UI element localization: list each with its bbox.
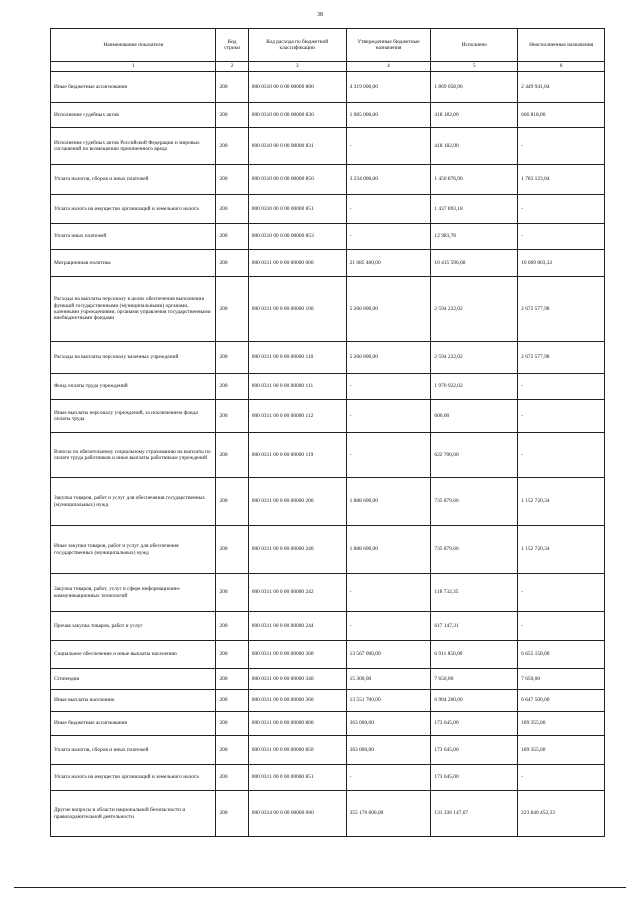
row-name: Расходы на выплаты персоналу в целях обеспечения выполнения функций государственными (муниципальными) органами, казенными учреждениями, органами управления государственными внебюджетными фондами bbox=[51, 277, 216, 342]
table-row bbox=[51, 195, 605, 224]
table-row bbox=[51, 433, 605, 478]
bottom-rule bbox=[14, 887, 626, 888]
row-line-code: 200 bbox=[216, 250, 248, 277]
row-unexecuted: - bbox=[518, 195, 605, 224]
row-unexecuted: - bbox=[518, 574, 605, 612]
table-row bbox=[51, 128, 605, 165]
row-name: Другие вопросы в области национальной безопасности и правоохранительной деятельности bbox=[51, 791, 216, 837]
row-unexecuted: 2 672 577,98 bbox=[518, 277, 605, 342]
row-name: Прочая закупка товаров, работ и услуг bbox=[51, 612, 216, 641]
row-approved: - bbox=[346, 612, 431, 641]
row-unexecuted: - bbox=[518, 374, 605, 400]
row-approved: 13 567 000,00 bbox=[346, 641, 431, 669]
row-approved: - bbox=[346, 400, 431, 433]
row-executed: 418 182,00 bbox=[431, 128, 518, 165]
row-unexecuted: 2 449 941,04 bbox=[518, 72, 605, 103]
table-row bbox=[51, 690, 605, 712]
table-body bbox=[51, 72, 605, 837]
row-approved: 21 085 400,00 bbox=[346, 250, 431, 277]
row-expense-code: 000 0311 00 0 00 00000 200 bbox=[248, 478, 346, 526]
budget-execution-table bbox=[50, 28, 605, 837]
column-number: 5 bbox=[431, 62, 518, 72]
row-expense-code: 000 0310 00 0 00 00000 853 bbox=[248, 224, 346, 250]
row-expense-code: 000 0310 00 0 00 00000 830 bbox=[248, 103, 346, 128]
row-unexecuted: 2 672 577,98 bbox=[518, 342, 605, 374]
row-executed: 418 182,00 bbox=[431, 103, 518, 128]
row-name: Закупка товаров, работ, услуг в сфере информационно-коммуникационных технологий bbox=[51, 574, 216, 612]
row-unexecuted: 1 152 720,34 bbox=[518, 478, 605, 526]
row-line-code: 200 bbox=[216, 374, 248, 400]
row-approved: - bbox=[346, 765, 431, 791]
row-name: Стипендии bbox=[51, 669, 216, 690]
row-name: Взносы по обязательному социальному страхованию на выплаты по оплате труда работников и иные выплаты работникам учреждений bbox=[51, 433, 216, 478]
row-line-code: 200 bbox=[216, 690, 248, 712]
row-line-code: 200 bbox=[216, 641, 248, 669]
row-line-code: 200 bbox=[216, 478, 248, 526]
row-name: Социальное обеспечение и иные выплаты населению bbox=[51, 641, 216, 669]
header-unexecuted: Неисполненные назначения bbox=[518, 29, 605, 62]
header-expense-code: Код расхода по бюджетной классификации bbox=[248, 29, 346, 62]
row-line-code: 200 bbox=[216, 526, 248, 574]
row-line-code: 200 bbox=[216, 433, 248, 478]
row-expense-code: 000 0311 00 0 00 00000 110 bbox=[248, 342, 346, 374]
row-executed: 131 336 147,67 bbox=[431, 791, 518, 837]
row-executed: 622 700,00 bbox=[431, 433, 518, 478]
row-line-code: 200 bbox=[216, 195, 248, 224]
header-executed: Исполнено bbox=[431, 29, 518, 62]
row-approved: 5 266 800,00 bbox=[346, 277, 431, 342]
row-executed: 10 415 596,68 bbox=[431, 250, 518, 277]
table-row bbox=[51, 400, 605, 433]
row-approved: 1 085 000,00 bbox=[346, 103, 431, 128]
row-expense-code: 000 0311 00 0 00 00000 119 bbox=[248, 433, 346, 478]
row-unexecuted: 7 650,00 bbox=[518, 669, 605, 690]
row-unexecuted: 666 818,00 bbox=[518, 103, 605, 128]
row-approved: - bbox=[346, 195, 431, 224]
row-line-code: 200 bbox=[216, 342, 248, 374]
table-row bbox=[51, 478, 605, 526]
row-line-code: 200 bbox=[216, 612, 248, 641]
row-approved: 5 266 800,00 bbox=[346, 342, 431, 374]
row-executed: 6 911 850,00 bbox=[431, 641, 518, 669]
table-row bbox=[51, 72, 605, 103]
row-expense-code: 000 0311 00 0 00 00000 244 bbox=[248, 612, 346, 641]
row-executed: 1 970 922,02 bbox=[431, 374, 518, 400]
row-unexecuted: - bbox=[518, 765, 605, 791]
table-row bbox=[51, 641, 605, 669]
row-expense-code: 000 0311 00 0 00 00000 800 bbox=[248, 712, 346, 736]
row-line-code: 200 bbox=[216, 736, 248, 765]
row-line-code: 200 bbox=[216, 574, 248, 612]
column-number-row bbox=[51, 62, 605, 72]
row-expense-code: 000 0311 00 0 00 00000 240 bbox=[248, 526, 346, 574]
row-unexecuted: 1 152 720,34 bbox=[518, 526, 605, 574]
row-executed: 173 645,00 bbox=[431, 712, 518, 736]
row-name: Расходы на выплаты персоналу казенных учреждений bbox=[51, 342, 216, 374]
row-unexecuted: - bbox=[518, 224, 605, 250]
row-executed: 600,00 bbox=[431, 400, 518, 433]
table-row bbox=[51, 791, 605, 837]
row-name: Иные выплаты персоналу учреждений, за исключением фонда оплаты труда bbox=[51, 400, 216, 433]
row-name: Уплата налога на имущество организаций и земельного налога bbox=[51, 765, 216, 791]
row-expense-code: 000 0311 00 0 00 00000 111 bbox=[248, 374, 346, 400]
table-row bbox=[51, 342, 605, 374]
row-expense-code: 000 0311 00 0 00 00000 360 bbox=[248, 690, 346, 712]
row-line-code: 200 bbox=[216, 791, 248, 837]
row-line-code: 200 bbox=[216, 165, 248, 195]
column-number: 2 bbox=[216, 62, 248, 72]
table-row bbox=[51, 765, 605, 791]
row-executed: 735 879,66 bbox=[431, 478, 518, 526]
row-executed: 2 594 222,02 bbox=[431, 342, 518, 374]
table-row bbox=[51, 250, 605, 277]
row-line-code: 200 bbox=[216, 128, 248, 165]
row-line-code: 200 bbox=[216, 765, 248, 791]
row-name: Иные бюджетные ассигнования bbox=[51, 712, 216, 736]
row-expense-code: 000 0311 00 0 00 00000 851 bbox=[248, 765, 346, 791]
row-expense-code: 000 0310 00 0 00 00000 831 bbox=[248, 128, 346, 165]
row-executed: 1 450 876,96 bbox=[431, 165, 518, 195]
row-name: Уплата налога на имущество организаций и земельного налога bbox=[51, 195, 216, 224]
column-number: 6 bbox=[518, 62, 605, 72]
row-executed: 6 904 200,00 bbox=[431, 690, 518, 712]
row-name: Иные закупки товаров, работ и услуг для обеспечения государственных (муниципальных) нужд bbox=[51, 526, 216, 574]
table-row bbox=[51, 103, 605, 128]
header-line-code: Код строки bbox=[216, 29, 248, 62]
row-expense-code: 000 0311 00 0 00 00000 100 bbox=[248, 277, 346, 342]
table-header-row bbox=[51, 29, 605, 62]
row-unexecuted: 189 355,00 bbox=[518, 736, 605, 765]
row-executed: 118 732,35 bbox=[431, 574, 518, 612]
row-approved: 15 300,00 bbox=[346, 669, 431, 690]
row-approved: - bbox=[346, 433, 431, 478]
row-executed: 1 869 058,96 bbox=[431, 72, 518, 103]
table-row bbox=[51, 374, 605, 400]
column-number: 1 bbox=[51, 62, 216, 72]
row-expense-code: 000 0311 00 0 00 00000 300 bbox=[248, 641, 346, 669]
table-row bbox=[51, 669, 605, 690]
header-approved: Утвержденные бюджетные назначения bbox=[346, 29, 431, 62]
row-name: Закупка товаров, работ и услуг для обеспечения государственных (муниципальных) нужд bbox=[51, 478, 216, 526]
row-unexecuted: 6 655 150,00 bbox=[518, 641, 605, 669]
row-name: Уплата налогов, сборов и иных платежей bbox=[51, 165, 216, 195]
row-executed: 7 650,00 bbox=[431, 669, 518, 690]
row-line-code: 200 bbox=[216, 400, 248, 433]
column-number: 3 bbox=[248, 62, 346, 72]
row-approved: - bbox=[346, 224, 431, 250]
row-expense-code: 000 0310 00 0 00 00000 800 bbox=[248, 72, 346, 103]
table-row bbox=[51, 165, 605, 195]
row-name: Фонд оплаты труда учреждений bbox=[51, 374, 216, 400]
table-row bbox=[51, 712, 605, 736]
row-unexecuted: - bbox=[518, 612, 605, 641]
row-executed: 173 645,00 bbox=[431, 765, 518, 791]
row-expense-code: 000 0310 00 0 00 00000 850 bbox=[248, 165, 346, 195]
row-expense-code: 000 0311 00 0 00 00000 340 bbox=[248, 669, 346, 690]
row-unexecuted: - bbox=[518, 128, 605, 165]
row-name: Иные бюджетные ассигнования bbox=[51, 72, 216, 103]
row-line-code: 200 bbox=[216, 277, 248, 342]
row-expense-code: 000 0314 00 0 00 00000 000 bbox=[248, 791, 346, 837]
row-expense-code: 000 0311 00 0 00 00000 112 bbox=[248, 400, 346, 433]
row-executed: 735 879,66 bbox=[431, 526, 518, 574]
row-line-code: 200 bbox=[216, 224, 248, 250]
row-name: Уплата налогов, сборов и иных платежей bbox=[51, 736, 216, 765]
table-row bbox=[51, 574, 605, 612]
row-unexecuted: 223 840 452,33 bbox=[518, 791, 605, 837]
row-expense-code: 000 0311 00 0 00 00000 000 bbox=[248, 250, 346, 277]
table-row bbox=[51, 736, 605, 765]
row-unexecuted: 189 355,00 bbox=[518, 712, 605, 736]
row-approved: 363 000,00 bbox=[346, 736, 431, 765]
row-approved: 3 234 000,00 bbox=[346, 165, 431, 195]
row-approved: - bbox=[346, 574, 431, 612]
row-unexecuted: 1 783 123,04 bbox=[518, 165, 605, 195]
table-row bbox=[51, 612, 605, 641]
header-indicator-name: Наименование показателя bbox=[51, 29, 216, 62]
row-line-code: 200 bbox=[216, 712, 248, 736]
row-approved: 363 000,00 bbox=[346, 712, 431, 736]
column-number: 4 bbox=[346, 62, 431, 72]
row-name: Уплата иных платежей bbox=[51, 224, 216, 250]
row-executed: 617 147,31 bbox=[431, 612, 518, 641]
row-approved: 1 888 600,00 bbox=[346, 478, 431, 526]
row-name: Исполнение судебных актов bbox=[51, 103, 216, 128]
table-row bbox=[51, 277, 605, 342]
row-name: Миграционная политика bbox=[51, 250, 216, 277]
row-executed: 12 983,78 bbox=[431, 224, 518, 250]
row-expense-code: 000 0311 00 0 00 00000 850 bbox=[248, 736, 346, 765]
row-approved: 1 888 600,00 bbox=[346, 526, 431, 574]
row-unexecuted: - bbox=[518, 400, 605, 433]
row-name: Иные выплаты населению bbox=[51, 690, 216, 712]
row-unexecuted: 10 669 803,32 bbox=[518, 250, 605, 277]
row-line-code: 200 bbox=[216, 669, 248, 690]
row-unexecuted: - bbox=[518, 433, 605, 478]
row-approved: - bbox=[346, 374, 431, 400]
row-executed: 1 437 893,18 bbox=[431, 195, 518, 224]
row-approved: - bbox=[346, 128, 431, 165]
row-expense-code: 000 0311 00 0 00 00000 242 bbox=[248, 574, 346, 612]
row-expense-code: 000 0310 00 0 00 00000 851 bbox=[248, 195, 346, 224]
table-row bbox=[51, 224, 605, 250]
page-number: 38 bbox=[317, 12, 323, 18]
row-approved: 4 319 000,00 bbox=[346, 72, 431, 103]
row-executed: 2 594 222,02 bbox=[431, 277, 518, 342]
table-row bbox=[51, 526, 605, 574]
row-line-code: 200 bbox=[216, 103, 248, 128]
row-executed: 173 645,00 bbox=[431, 736, 518, 765]
row-approved: 13 551 700,00 bbox=[346, 690, 431, 712]
row-line-code: 200 bbox=[216, 72, 248, 103]
row-name: Исполнение судебных актов Российской Федерации и мировых соглашений по возмещению причиненного вреда bbox=[51, 128, 216, 165]
row-approved: 355 176 600,00 bbox=[346, 791, 431, 837]
row-unexecuted: 6 647 500,00 bbox=[518, 690, 605, 712]
